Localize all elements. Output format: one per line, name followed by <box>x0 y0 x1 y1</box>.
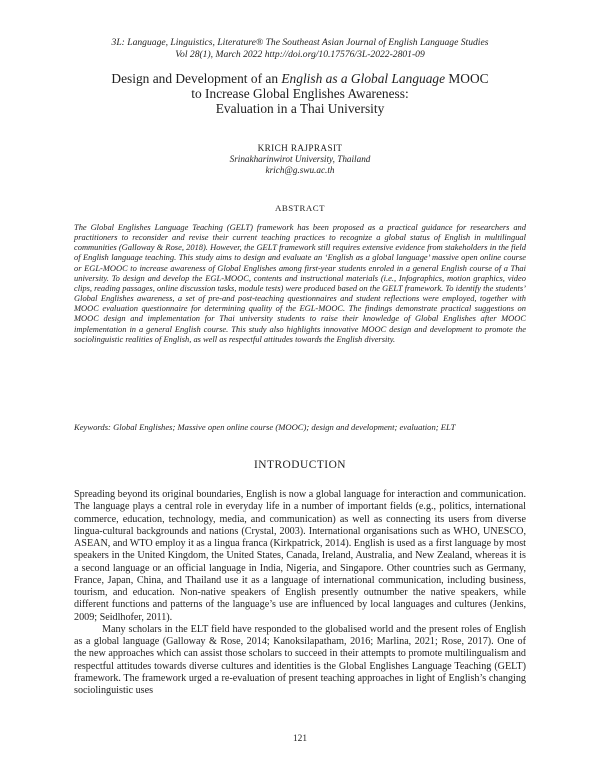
title-italic-phrase: English as a Global Language <box>281 71 446 86</box>
issue-line <box>60 49 540 61</box>
page-number: 121 <box>292 734 308 744</box>
paper-title <box>50 71 550 117</box>
abstract-text: The Global Englishes Language Teaching (GELT) framework has been proposed as a practical guidance for researchers and practitioners to reconsider and revise their current teaching practices to recognize a global status of English in multilingual communities (Galloway & Rose, 2018). However, the GELT framework still requires extensive evidence from stakeholders in the field of English language teaching. This study aims to design and evaluate an ‘English as a global language’ massive open online course or EGL-MOOC to increase awareness of Global Englishes among first-year students enroled in a general English course of a Thai university. To design and develop the EGL-MOOC, contents and instructional materials (i.e., Infographics, motion graphics, video clips, reading passages, online discussion tasks, module tests) were produced based on the GELT framework. To identify the students’ Global Englishes awareness, a set of pre-and post-teaching questionnaires and student reflections were employed, together with MOOC evaluation questionnaire for determining quality of the EGL-MOOC. The findings demonstrate practical suggestions on MOOC design and implementation for Thai university students to raise their knowledge of Global Englishes after MOOC implementation in a general English course. This study also highlights innovative MOOC design and development to promote the sociolinguistic realities of English, as well as respectful attitudes towards the English diversity. <box>74 222 526 344</box>
title-line-1 <box>50 71 550 86</box>
doi-link[interactable]: http://doi.org/10.17576/3L-2022-2801-09 <box>264 48 425 60</box>
running-head <box>60 37 540 60</box>
journal-name: 3L: Language, Linguistics, Literature® The Southeast Asian Journal of English Language Studies <box>111 37 489 48</box>
author-email[interactable]: krich@g.swu.ac.th <box>265 165 335 176</box>
introduction-paragraph-2: Many scholars in the ELT field have responded to the globalised world and the present roles of English as a global language (Galloway & Rose, 2014; Kanoksilapatham, 2016; Marlina, 2021; Rose, 2017). One of the new approaches which can assist those scholars to succeed in their attempts to promote multilingualism and respectful attitudes towards diverse cultures and identities is the Global Englishes Language Teaching (GELT) framework. The framework urged a re-evaluation of present teaching approaches in light of English’s changing sociolinguistic uses <box>74 623 526 696</box>
author-name: KRICH RAJPRASIT <box>257 143 343 153</box>
abstract-heading: ABSTRACT <box>275 203 325 213</box>
introduction-heading: INTRODUCTION <box>253 459 347 471</box>
author-affiliation: Srinakharinwirot University, Thailand <box>229 154 371 165</box>
title-line-2: to Increase Global Englishes Awareness: <box>191 86 409 102</box>
title-line-3: Evaluation in a Thai University <box>215 101 385 117</box>
issue-info: Vol 28(1), March 2022 <box>175 48 263 60</box>
introduction-body <box>74 489 526 697</box>
keywords: Keywords: Global Englishes; Massive open online course (MOOC); design and development; evaluation; ELT <box>74 422 456 432</box>
introduction-paragraph-1: Spreading beyond its original boundaries, English is now a global language for interaction and communication. The language plays a central role in everyday life in a number of important fields (e.g., politics, international commerce, education, technology, media, and communication) as well as connecting its users from diverse lingua-cultural backgrounds and nations (Crystal, 2003). International organisations such as WHO, UNESCO, ASEAN, and WTO employ it as a lingua franca (Kirkpatrick, 2014). English is used as a first language by most speakers in the United Kingdom, the United States, Canada, Ireland, Australia, and New Zealand, whereas it is a second language or an official language in India, Nigeria, and Singapore. Other countries such as Germany, France, Japan, China, and Thailand use it as a language of international communication, including business, tourism, and education. Non-native speakers of English presently outnumber the native speakers, while different functions and patterns of the language’s use are influenced by local languages and cultures (Jenkins, 2009; Seidlhofer, 2011). <box>74 489 526 623</box>
title-text-start: Design and Development of an <box>111 71 282 86</box>
author-block <box>100 143 500 177</box>
title-text-end: MOOC <box>445 71 489 86</box>
